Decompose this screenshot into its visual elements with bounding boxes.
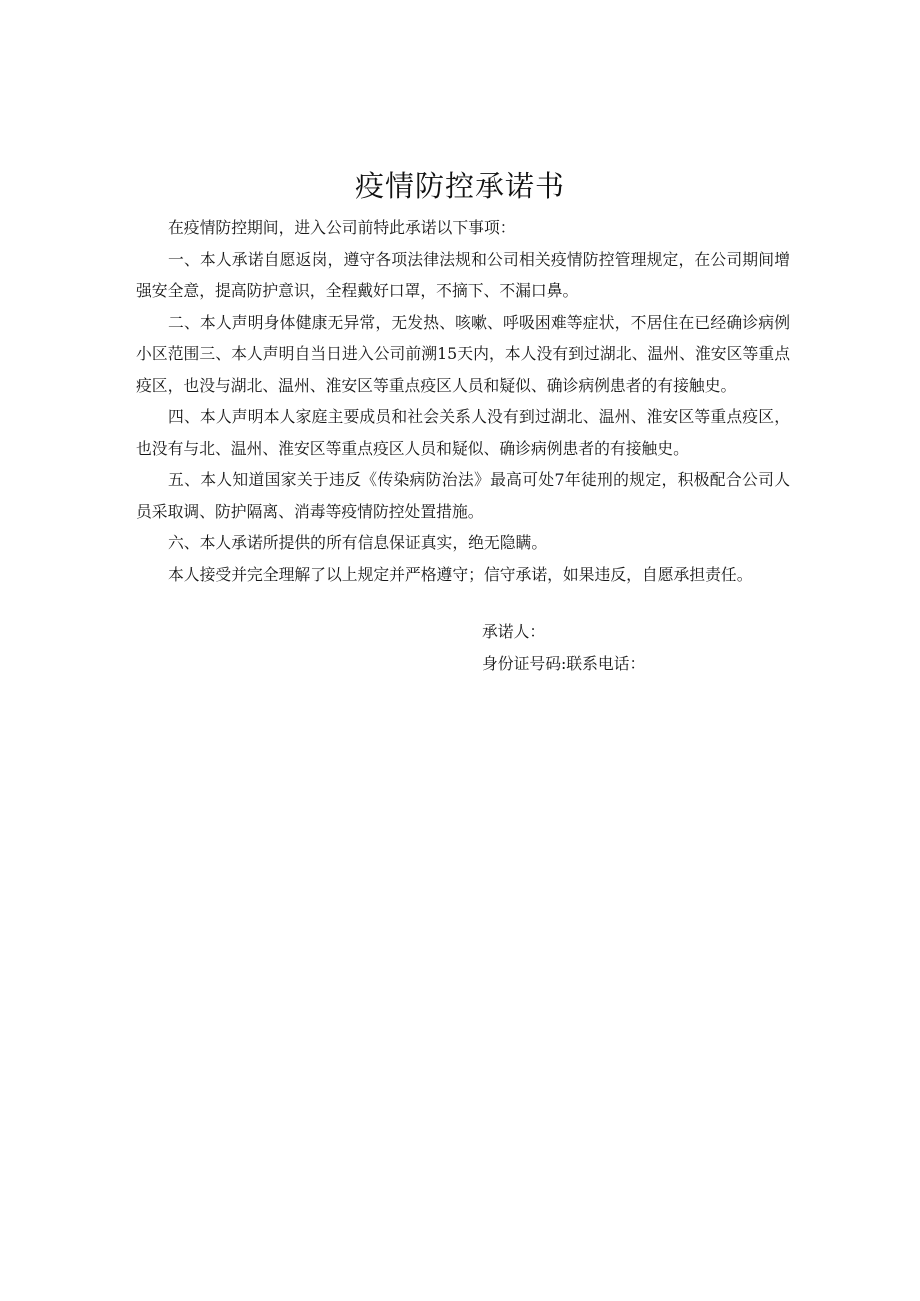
id-phone-label: 身份证号码:联系电话： bbox=[482, 653, 646, 673]
document-title: 疫情防控承诺书 bbox=[354, 169, 565, 203]
commitment-item-1: 一、本人承诺自愿返岗，遵守各项法律法规和公司相关疫情防控管理规定，在公司期间增强安全意，提高防护意识，全程戴好口罩，不摘下、不漏口鼻。 bbox=[136, 249, 790, 300]
document-body bbox=[136, 212, 790, 590]
commitment-item-5: 五、本人知道国家关于违反《传染病防治法》最高可处7年徒刑的规定，积极配合公司人员采取调、防护隔离、消毒等疫情防控处置措施。 bbox=[136, 470, 790, 521]
promisor-label: 承诺人： bbox=[482, 622, 546, 641]
commitment-item-4: 四、本人声明本人家庭主要成员和社会关系人没有到过湖北、温州、淮安区等重点疫区，也没有与北、温州、淮安区等重点疫区人员和疑似、确诊病例患者的有接触史。 bbox=[136, 407, 790, 458]
acceptance-paragraph: 本人接受并完全理解了以上规定并严格遵守；信守承诺，如果违反，自愿承担责任。 bbox=[168, 564, 753, 584]
commitment-item-2-3: 二、本人声明身体健康无异常，无发热、咳嗽、呼吸困难等症状，不居住在已经确诊病例小区范围三、本人声明自当日进入公司前溯15天内，本人没有到过湖北、温州、淮安区等重点疫区，也没与湖北、温州、淮安区等重点疫区人员和疑似、确诊病例患者的有接触史。 bbox=[136, 312, 790, 395]
intro-paragraph: 在疫情防控期间，进入公司前特此承诺以下事项： bbox=[168, 218, 516, 237]
commitment-item-6: 六、本人承诺所提供的所有信息保证真实，绝无隐瞒。 bbox=[168, 533, 548, 552]
signature-block bbox=[482, 616, 742, 679]
